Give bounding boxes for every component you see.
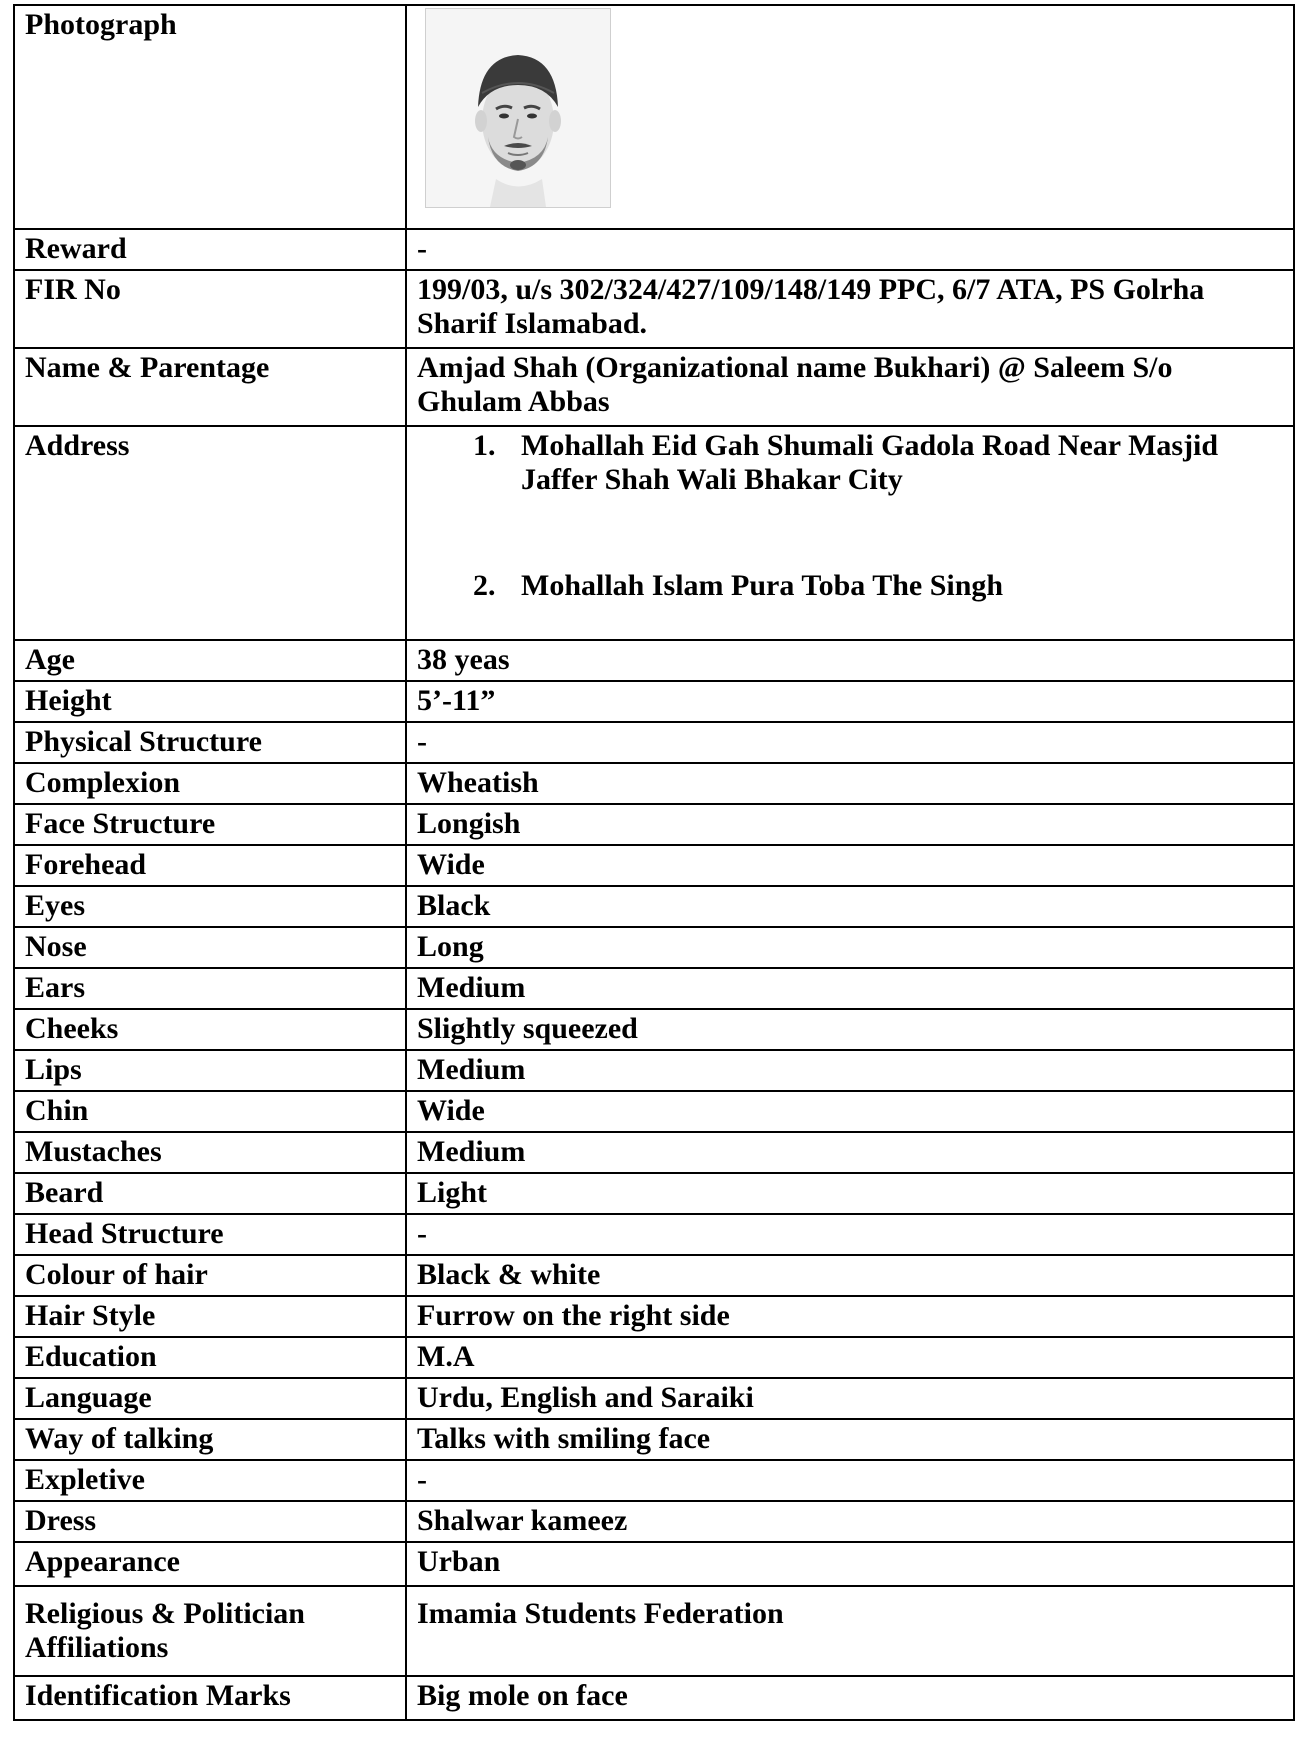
field-value: Imamia Students Federation bbox=[406, 1586, 1294, 1676]
field-label: FIR No bbox=[14, 270, 406, 348]
eyes-row bbox=[14, 886, 1294, 927]
address-item-text: Mohallah Islam Pura Toba The Singh bbox=[521, 569, 1004, 602]
address-list bbox=[417, 429, 1283, 603]
field-value: Medium bbox=[406, 1132, 1294, 1173]
fir-row bbox=[14, 270, 1294, 348]
field-value: Wide bbox=[406, 1091, 1294, 1132]
field-label: Address bbox=[14, 426, 406, 640]
reward-row bbox=[14, 229, 1294, 270]
portrait-image bbox=[426, 9, 610, 207]
field-label: Beard bbox=[14, 1173, 406, 1214]
field-label: Head Structure bbox=[14, 1214, 406, 1255]
field-label: Appearance bbox=[14, 1542, 406, 1586]
ears-row bbox=[14, 968, 1294, 1009]
photo-row bbox=[14, 5, 1294, 229]
field-value: M.A bbox=[406, 1337, 1294, 1378]
field-label: Cheeks bbox=[14, 1009, 406, 1050]
field-label: Mustaches bbox=[14, 1132, 406, 1173]
field-label: Language bbox=[14, 1378, 406, 1419]
field-label: Ears bbox=[14, 968, 406, 1009]
field-value: Big mole on face bbox=[406, 1676, 1294, 1720]
field-value: Longish bbox=[406, 804, 1294, 845]
field-value: Light bbox=[406, 1173, 1294, 1214]
address-item-number: 2. bbox=[473, 569, 496, 602]
field-label: Eyes bbox=[14, 886, 406, 927]
field-value: Urban bbox=[406, 1542, 1294, 1586]
field-value: Urdu, English and Saraiki bbox=[406, 1378, 1294, 1419]
field-value: Wheatish bbox=[406, 763, 1294, 804]
field-value: 199/03, u/s 302/324/427/109/148/149 PPC, 6/7 ATA, PS Golrha Sharif Islamabad. bbox=[406, 270, 1294, 348]
expletive-row bbox=[14, 1460, 1294, 1501]
photo-cell bbox=[406, 5, 1294, 229]
complexion-row bbox=[14, 763, 1294, 804]
field-label: Physical Structure bbox=[14, 722, 406, 763]
field-value: Long bbox=[406, 927, 1294, 968]
height-row bbox=[14, 681, 1294, 722]
forehead-row bbox=[14, 845, 1294, 886]
field-value: - bbox=[406, 722, 1294, 763]
field-value: Talks with smiling face bbox=[406, 1419, 1294, 1460]
address-item-text: Mohallah Eid Gah Shumali Gadola Road Near Masjid Jaffer Shah Wali Bhakar City bbox=[521, 429, 1219, 496]
field-label: Chin bbox=[14, 1091, 406, 1132]
field-label: Expletive bbox=[14, 1460, 406, 1501]
field-value: Black & white bbox=[406, 1255, 1294, 1296]
field-value bbox=[406, 426, 1294, 640]
field-label: Hair Style bbox=[14, 1296, 406, 1337]
field-label: Reward bbox=[14, 229, 406, 270]
field-label: Face Structure bbox=[14, 804, 406, 845]
hair-colour-row bbox=[14, 1255, 1294, 1296]
field-label: Identification Marks bbox=[14, 1676, 406, 1720]
field-label: Dress bbox=[14, 1501, 406, 1542]
head-structure-row bbox=[14, 1214, 1294, 1255]
field-value: - bbox=[406, 1460, 1294, 1501]
lips-row bbox=[14, 1050, 1294, 1091]
beard-row bbox=[14, 1173, 1294, 1214]
language-row bbox=[14, 1378, 1294, 1419]
address-row bbox=[14, 426, 1294, 640]
field-label: Name & Parentage bbox=[14, 348, 406, 426]
field-value: Shalwar kameez bbox=[406, 1501, 1294, 1542]
field-label: Height bbox=[14, 681, 406, 722]
field-value: - bbox=[406, 1214, 1294, 1255]
field-label: Age bbox=[14, 640, 406, 681]
address-item bbox=[473, 569, 1283, 603]
face-structure-row bbox=[14, 804, 1294, 845]
field-label: Nose bbox=[14, 927, 406, 968]
nose-row bbox=[14, 927, 1294, 968]
field-value: 5’-11” bbox=[406, 681, 1294, 722]
field-label: Forehead bbox=[14, 845, 406, 886]
cheeks-row bbox=[14, 1009, 1294, 1050]
profile-table bbox=[13, 4, 1295, 1721]
field-value: Amjad Shah (Organizational name Bukhari) @ Saleem S/o Ghulam Abbas bbox=[406, 348, 1294, 426]
age-row bbox=[14, 640, 1294, 681]
field-value: Slightly squeezed bbox=[406, 1009, 1294, 1050]
field-label: Colour of hair bbox=[14, 1255, 406, 1296]
education-row bbox=[14, 1337, 1294, 1378]
field-label: Religious & Politician Affiliations bbox=[14, 1586, 406, 1676]
field-value: Furrow on the right side bbox=[406, 1296, 1294, 1337]
suspect-photo bbox=[425, 8, 611, 208]
mustaches-row bbox=[14, 1132, 1294, 1173]
field-label: Education bbox=[14, 1337, 406, 1378]
photo-label: Photograph bbox=[14, 5, 406, 229]
chin-row bbox=[14, 1091, 1294, 1132]
field-value: Medium bbox=[406, 968, 1294, 1009]
way-of-talking-row bbox=[14, 1419, 1294, 1460]
dress-row bbox=[14, 1501, 1294, 1542]
appearance-row bbox=[14, 1542, 1294, 1586]
hair-style-row bbox=[14, 1296, 1294, 1337]
address-item bbox=[473, 429, 1283, 497]
field-value: 38 yeas bbox=[406, 640, 1294, 681]
physical-structure-row bbox=[14, 722, 1294, 763]
address-item-number: 1. bbox=[473, 429, 496, 462]
field-label: Lips bbox=[14, 1050, 406, 1091]
name-parentage-row bbox=[14, 348, 1294, 426]
field-label: Way of talking bbox=[14, 1419, 406, 1460]
affiliations-row bbox=[14, 1586, 1294, 1676]
field-label: Complexion bbox=[14, 763, 406, 804]
field-value: Black bbox=[406, 886, 1294, 927]
field-value: Wide bbox=[406, 845, 1294, 886]
identification-marks-row bbox=[14, 1676, 1294, 1720]
field-value: - bbox=[406, 229, 1294, 270]
field-value: Medium bbox=[406, 1050, 1294, 1091]
